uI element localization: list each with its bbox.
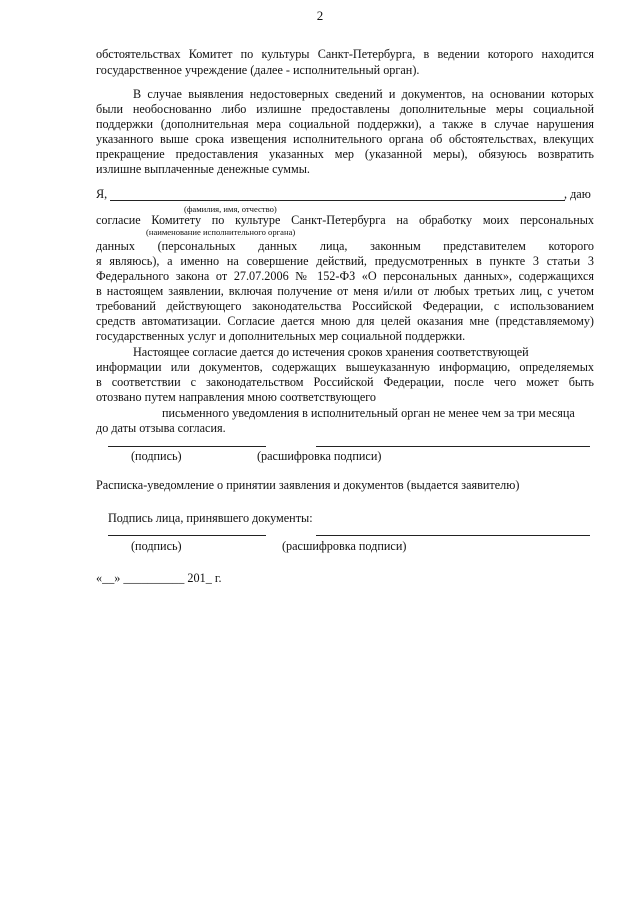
consent-line-7: средств автоматизации. Согласие дается мною для целей оказания мне (представляемому): [96, 314, 594, 328]
consent-line-8: государственных услуг и дополнительных мер социальной поддержки.: [96, 329, 466, 343]
rasshifrovka-caption-2: (расшифровка подписи): [282, 539, 407, 553]
consent-line-6: требований действующего законодательства Российской Федерации, с использованием: [96, 299, 594, 313]
paragraph-4-line-5: письменного уведомления в исполнительный орган не менее чем за три месяца: [162, 406, 575, 420]
paragraph-1-line-2: государственное учреждение (далее - исполнительный орган).: [96, 63, 420, 77]
organ-caption: (наименование исполнительного органа): [146, 227, 296, 237]
paragraph-4-line-3: в соответствии с законодательством Российской Федерации, после чего может быть: [96, 375, 594, 389]
page-number: 2: [316, 8, 324, 23]
receipt-title: Расписка-уведомление о принятии заявления и документов (выдается заявителю): [96, 478, 520, 492]
podpis-caption-1: (подпись): [131, 449, 182, 463]
consent-line-1: согласие Комитету по культуре Санкт-Петербурга на обработку моих персональных: [96, 213, 594, 227]
paragraph-4-line-4: отозвано путем направления мною соответствующего: [96, 390, 377, 404]
paragraph-2-line-6: излишне выплаченные денежные суммы.: [96, 162, 310, 176]
fio-blank-line: [110, 200, 565, 201]
signature-line-1: [108, 446, 266, 447]
decipher-line-2: [316, 535, 590, 536]
fio-caption: (фамилия, имя, отчество): [184, 204, 277, 214]
ya-label: Я,: [96, 187, 108, 201]
consent-line-3: я являюсь), а именно на совершение действий, предусмотренных в пункте 3 статьи 3: [96, 254, 594, 268]
date-line: «__» __________ 201_ г.: [96, 571, 222, 585]
paragraph-1-line-1: обстоятельствах Комитет по культуры Санкт-Петербурга, в ведении которого находится: [96, 47, 594, 61]
consent-line-4: Федерального закона от 27.07.2006 № 152-ФЗ «О персональных данных», содержащихся: [96, 269, 594, 283]
paragraph-4-line-1: Настоящее согласие дается до истечения сроков хранения соответствующей: [133, 345, 529, 359]
paragraph-2-line-3: поддержки (дополнительная мера социальной поддержки), а также в случае нарушения: [96, 117, 594, 131]
decipher-line-1: [316, 446, 590, 447]
paragraph-4-line-2: информации или документов, содержащих вышеуказанную информацию, определяемых: [96, 360, 594, 374]
consent-line-2: данных (персональных данных лица, законным представителем которого: [96, 239, 594, 253]
paragraph-2-line-5: прекращение предоставления указанных мер (указанной меры), обязуюсь возвратить: [96, 147, 594, 161]
receiver-label: Подпись лица, принявшего документы:: [108, 511, 313, 525]
consent-line-5: в настоящем заявлении, включая получение от меня и/или от любых третьих лиц, с учетом: [96, 284, 594, 298]
dayu-label: , даю: [564, 187, 591, 201]
paragraph-4-line-6: до даты отзыва согласия.: [96, 421, 226, 435]
paragraph-2-line-2: были необоснованно либо излишне предоставлены дополнительные меры социальной: [96, 102, 594, 116]
signature-line-2: [108, 535, 266, 536]
rasshifrovka-caption-1: (расшифровка подписи): [257, 449, 382, 463]
paragraph-2-line-4: указанного выше срока извещения исполнительного органа об обстоятельствах, влекущих: [96, 132, 594, 146]
paragraph-2-line-1: В случае выявления недостоверных сведений и документов, на основании которых: [133, 87, 594, 101]
podpis-caption-2: (подпись): [131, 539, 182, 553]
